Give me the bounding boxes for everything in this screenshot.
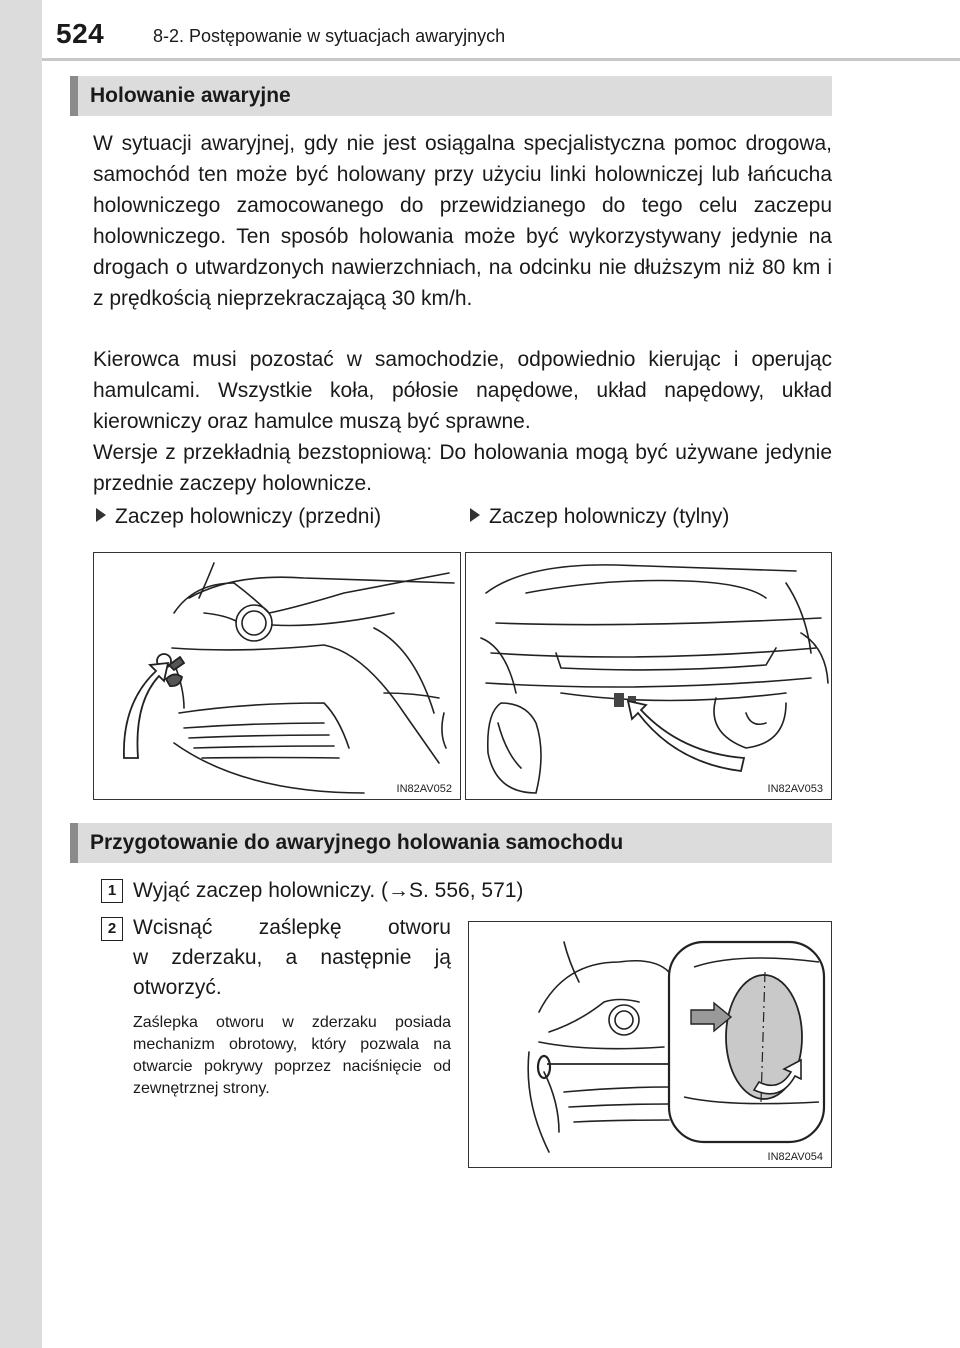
step-number-2: 2 — [101, 917, 123, 941]
paragraph-driver-requirements: Kierowca musi pozostać w samochodzie, odpowiednio kierując i operując hamulcami. Wszystkie koła, półosie napędowe, układ napędowy, układ kierowniczy oraz hamulce muszą być sprawne. — [93, 348, 832, 433]
bumper-cap-illustration — [469, 922, 832, 1168]
figure-code: IN82AV054 — [767, 1151, 823, 1163]
paragraph-cvt-note: Wersje z przekładnią bezstopniową: Do holowania mogą być używane jedynie przednie zaczepy holownicze. — [93, 441, 832, 495]
front-towing-eyelet-figure — [93, 552, 461, 800]
section-title-holowanie: Holowanie awaryjne — [70, 76, 832, 116]
arrow-icon — [628, 701, 744, 771]
step-2-line-2: w zderzaku, a następnie ją — [133, 946, 451, 969]
step-2-line-3: otworzyć. — [133, 976, 222, 999]
figure-code: IN82AV052 — [396, 783, 452, 795]
front-hook-label: Zaczep holowniczy (przedni) — [96, 505, 381, 529]
arrow-icon — [124, 663, 168, 758]
figure-code: IN82AV053 — [767, 783, 823, 795]
paragraph-emergency-towing: W sytuacji awaryjnej, gdy nie jest osiągalna specjalistyczna pomoc drogowa, samochód ten może być holowany przy użyciu linki holowniczej lub łańcucha holowniczego zamocowanego do przewidzianego do tego celu zaczepu holowniczego. Ten sposób holowania może być wykorzystywany jedynie na drogach o utwardzonych nawierzchniach, na odcinku nie dłuższym niż 80 km i z prędkością nieprzekraczającą 30 km/h. — [93, 132, 832, 310]
chapter-title: 8-2. Postępowanie w sytuacjach awaryjnych — [153, 26, 506, 46]
side-strip — [0, 0, 42, 1348]
step-2-line-1: Wcisnąć zaślepkę otworu — [133, 916, 451, 939]
page-number: 524 — [56, 18, 105, 49]
rear-hook-label: Zaczep holowniczy (tylny) — [470, 505, 729, 529]
section-title-przygotowanie: Przygotowanie do awaryjnego holowania samochodu — [70, 823, 832, 863]
step-2-note: Zaślepka otworu w zderzaku posiada mechanizm obrotowy, który pozwala na otwarcie pokrywy poprzez naciśnięcie od zewnętrznej strony. — [133, 1014, 451, 1097]
rear-towing-eyelet-figure — [465, 552, 832, 800]
step-1-text: Wyjąć zaczep holowniczy. (→S. 556, 571) — [133, 879, 524, 902]
header-rule — [42, 58, 960, 61]
bumper-cap-figure — [468, 921, 832, 1168]
triangle-bullet-icon — [470, 508, 480, 522]
front-car-illustration — [94, 553, 461, 800]
step-number-1: 1 — [101, 879, 123, 903]
rear-car-illustration — [466, 553, 832, 800]
triangle-bullet-icon — [96, 508, 106, 522]
